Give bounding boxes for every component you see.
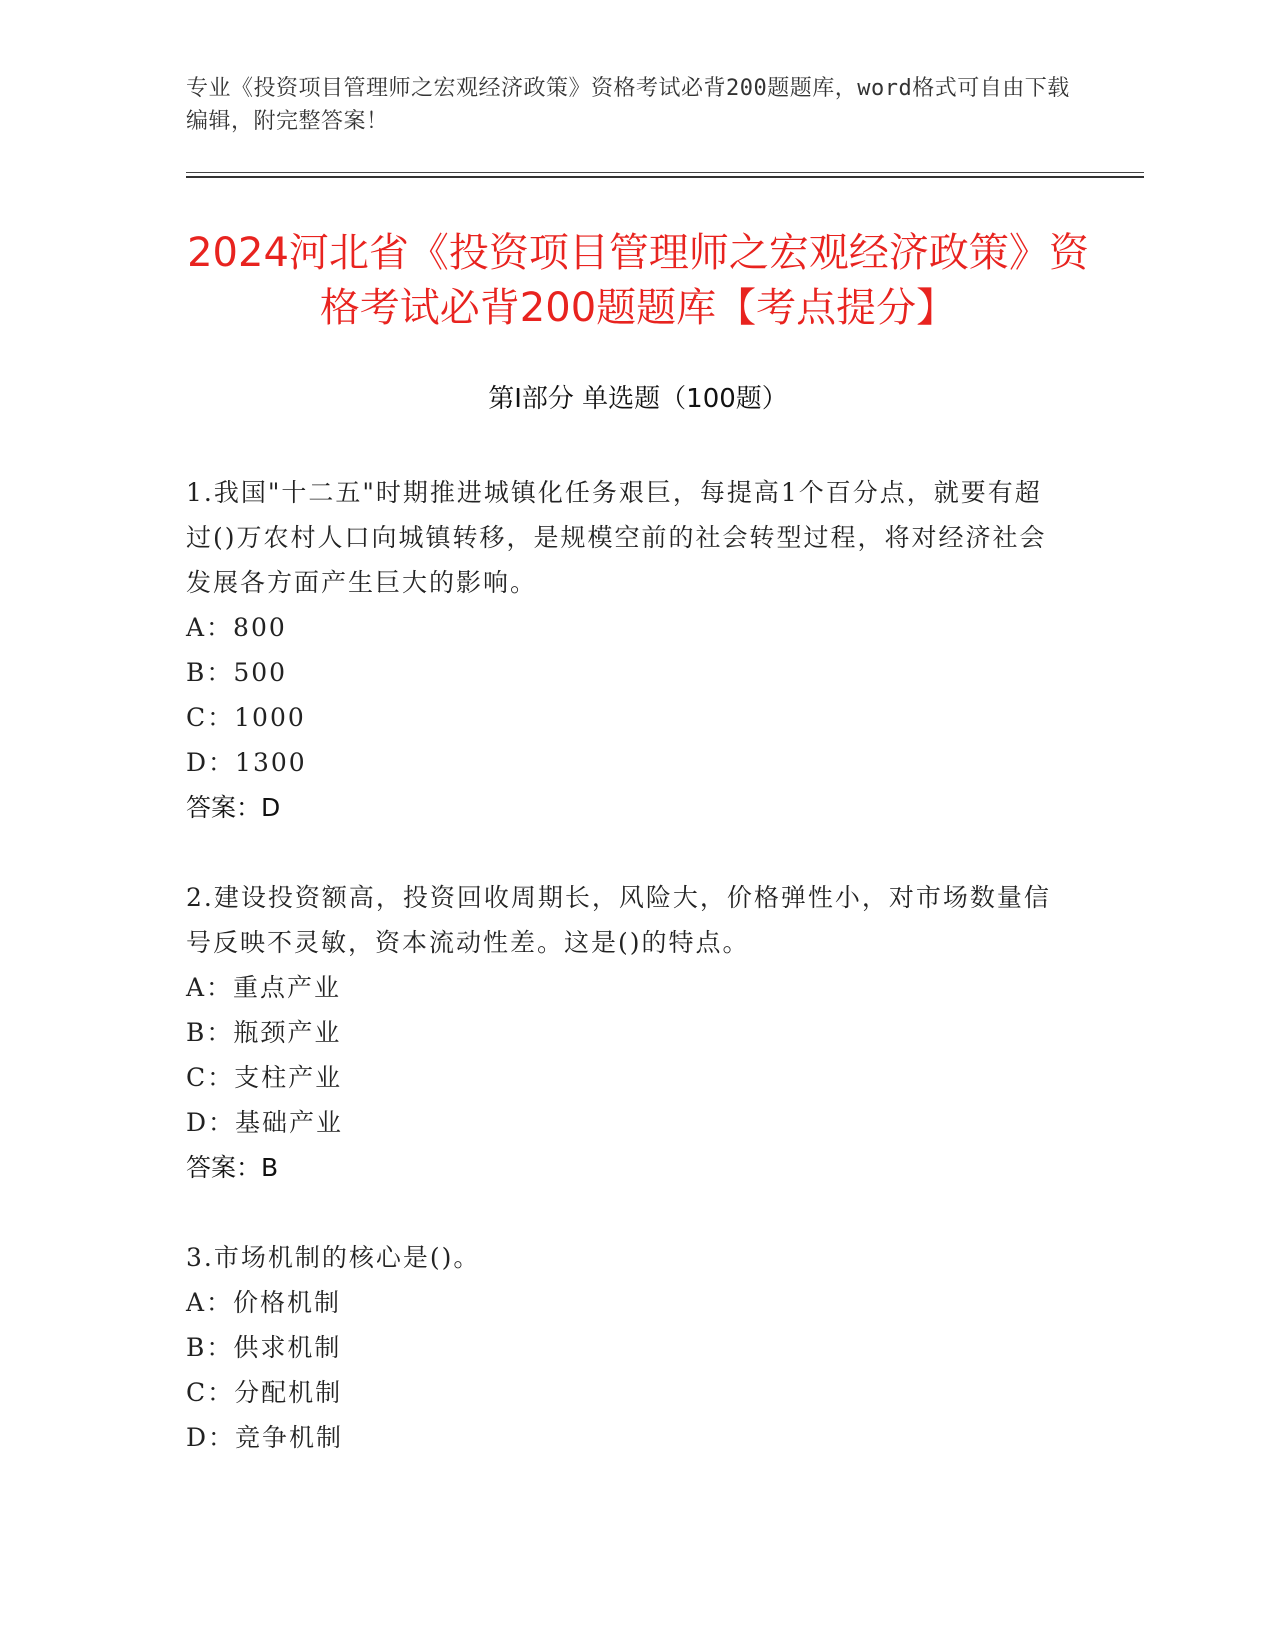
question-2 xyxy=(186,875,1066,1190)
option-a: A：重点产业 xyxy=(186,973,342,1002)
option-d: D：竞争机制 xyxy=(186,1423,344,1452)
option-b: B：供求机制 xyxy=(186,1333,342,1362)
question-stem: 2.建设投资额高，投资回收周期长，风险大，价格弹性小，对市场数量信号反映不灵敏，资本流动性差。这是()的特点。 xyxy=(186,883,1051,957)
document-title: 2024河北省《投资项目管理师之宏观经济政策》资格考试必背200题题库【考点提分】 xyxy=(187,230,1089,331)
question-stem: 3.市场机制的核心是()。 xyxy=(186,1243,481,1272)
answer-label: 答案：D xyxy=(186,793,281,822)
header-divider-bottom xyxy=(186,176,1144,178)
question-3 xyxy=(186,1235,1066,1460)
header-note: 专业《投资项目管理师之宏观经济政策》资格考试必背200题题库，word格式可自由下载编辑，附完整答案！ xyxy=(186,76,1070,134)
option-a: A：800 xyxy=(186,613,287,642)
option-d: D：1300 xyxy=(186,748,307,777)
section-title: 第I部分 单选题（100题） xyxy=(488,384,788,414)
question-stem: 1.我国"十二五"时期推进城镇化任务艰巨，每提高1个百分点，就要有超过()万农村人口向城镇转移，是规模空前的社会转型过程，将对经济社会发展各方面产生巨大的影响。 xyxy=(186,478,1047,597)
question-list xyxy=(186,470,1066,1460)
option-b: B：500 xyxy=(186,658,288,687)
option-c: C：1000 xyxy=(186,703,306,732)
question-spacer xyxy=(186,1190,1066,1235)
option-b: B：瓶颈产业 xyxy=(186,1018,342,1047)
question-spacer xyxy=(186,830,1066,875)
option-c: C：支柱产业 xyxy=(186,1063,343,1092)
header-divider-top xyxy=(186,172,1144,173)
option-c: C：分配机制 xyxy=(186,1378,343,1407)
question-1 xyxy=(186,470,1066,830)
answer-label: 答案：B xyxy=(186,1153,279,1182)
option-d: D：基础产业 xyxy=(186,1108,344,1137)
option-a: A：价格机制 xyxy=(186,1288,342,1317)
